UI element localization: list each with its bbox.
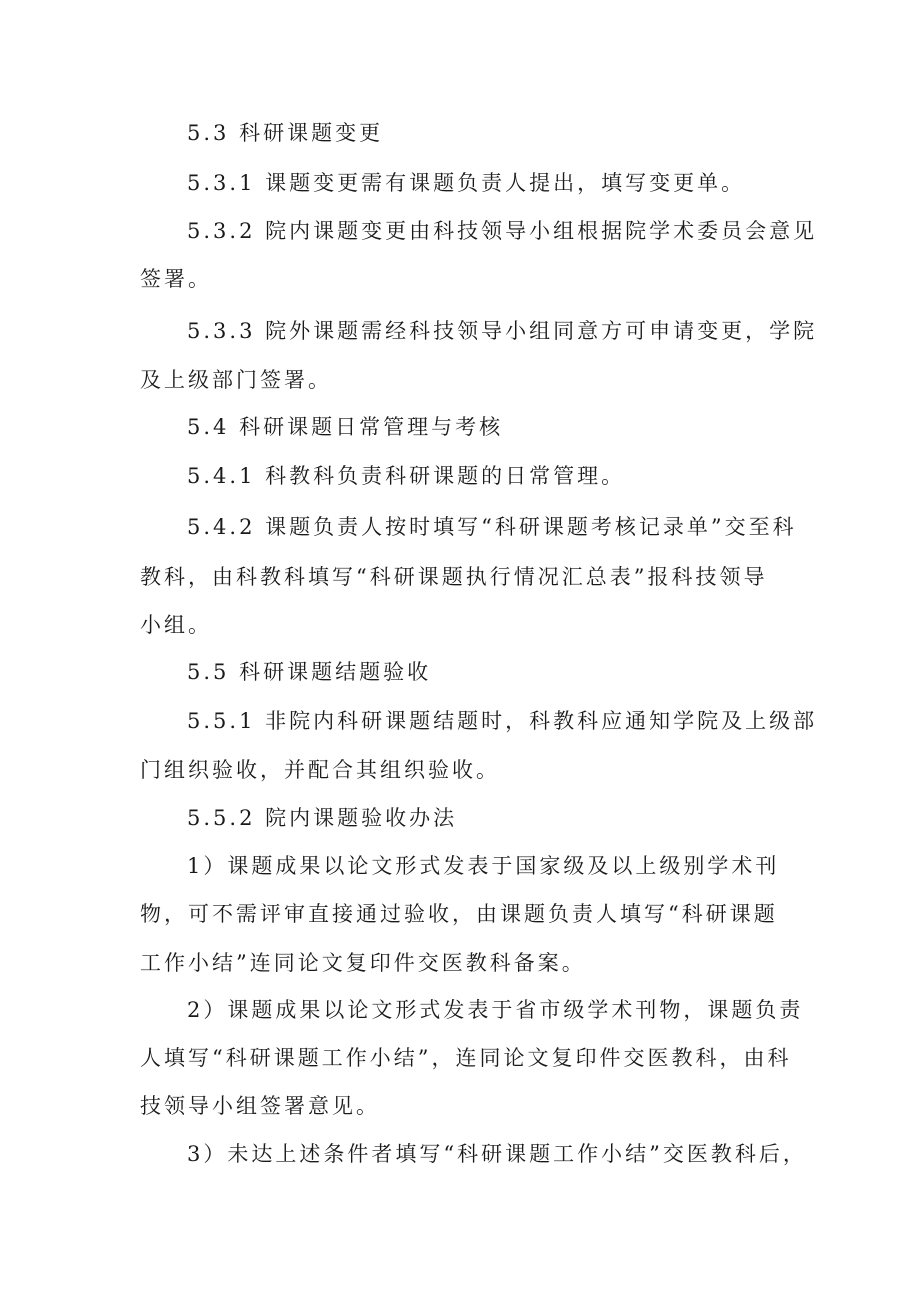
paragraph-5-3-2: 5.3.2 院内课题变更由科技领导小组根据院学术委员会意见 bbox=[187, 219, 818, 243]
heading-5-5: 5.5 科研课题结题验收 bbox=[187, 660, 432, 684]
list-item-2: 2）课题成果以论文形式发表于省市级学术刊物，课题负责 bbox=[187, 998, 804, 1022]
paragraph-line: 工作小结”连同论文复印件交医教科备案。 bbox=[140, 951, 586, 975]
paragraph-line: 签署。 bbox=[140, 267, 212, 291]
paragraph-5-3-1: 5.3.1 课题变更需有课题负责人提出，填写变更单。 bbox=[187, 171, 746, 195]
heading-5-5-2: 5.5.2 院内课题验收办法 bbox=[187, 806, 458, 830]
paragraph-line: 技领导小组签署意见。 bbox=[140, 1094, 380, 1118]
list-item-3: 3）未达上述条件者填写“科研课题工作小结”交医教科后， bbox=[187, 1142, 807, 1166]
paragraph-5-4-1: 5.4.1 科教科负责科研课题的日常管理。 bbox=[187, 464, 626, 488]
paragraph-line: 人填写“科研课题工作小结”，连同论文复印件交医教科，由科 bbox=[140, 1046, 792, 1070]
paragraph-5-3-3: 5.3.3 院外课题需经科技领导小组同意方可申请变更，学院 bbox=[187, 319, 818, 343]
paragraph-line: 教科，由科教科填写“科研课题执行情况汇总表”报科技领导 bbox=[140, 565, 768, 589]
paragraph-line: 小组。 bbox=[140, 613, 212, 637]
paragraph-5-4-2: 5.4.2 课题负责人按时填写“科研课题考核记录单”交至科 bbox=[187, 515, 797, 539]
paragraph-line: 及上级部门签署。 bbox=[140, 368, 332, 392]
paragraph-5-5-1: 5.5.1 非院内科研课题结题时，科教科应通知学院及上级部 bbox=[187, 709, 818, 733]
list-item-1: 1）课题成果以论文形式发表于国家级及以上级别学术刊 bbox=[187, 854, 780, 878]
heading-5-3: 5.3 科研课题变更 bbox=[187, 121, 384, 145]
paragraph-line: 物，可不需评审直接通过验收，由课题负责人填写“科研课题 bbox=[140, 902, 778, 926]
paragraph-line: 门组织验收，并配合其组织验收。 bbox=[140, 758, 500, 782]
heading-5-4: 5.4 科研课题日常管理与考核 bbox=[187, 415, 504, 439]
